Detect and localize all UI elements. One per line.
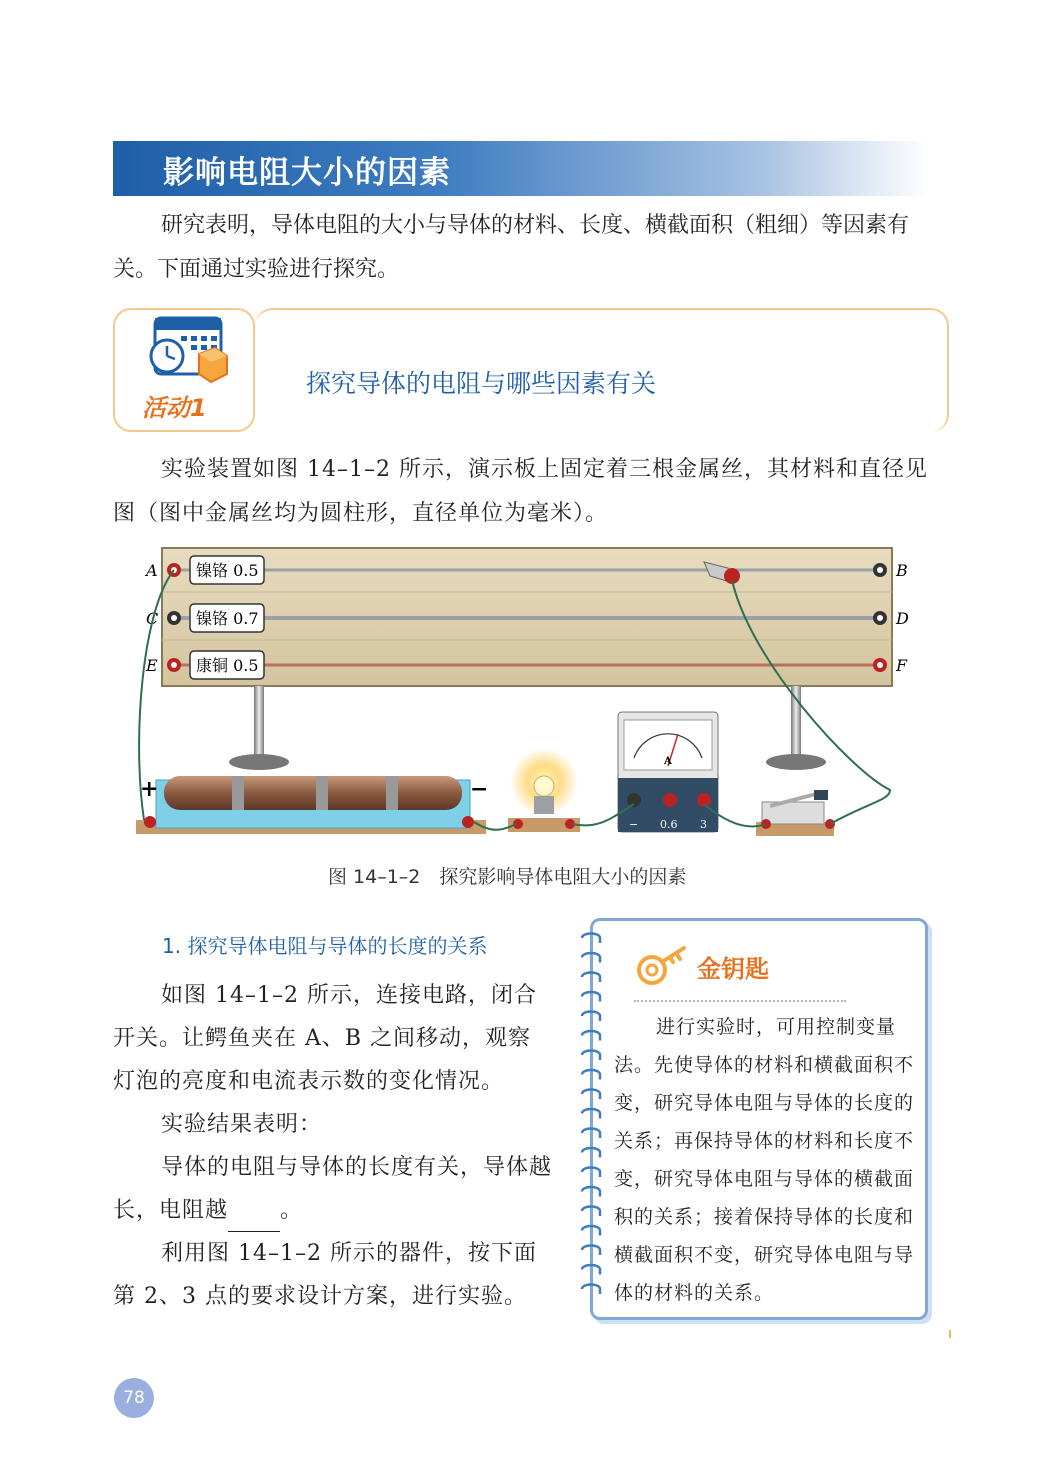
binding-ring xyxy=(582,1129,600,1139)
binding-ring xyxy=(582,1246,600,1256)
intro-text: 研究表明，导体电阻的大小与导体的材料、长度、横截面积（粗细）等因素有关。下面通过实验进行探究。 xyxy=(113,213,910,282)
terminal-d xyxy=(873,611,887,625)
subsection-para-3 xyxy=(113,1146,553,1232)
knife-switch xyxy=(761,790,835,829)
ammeter-terminal-06: 0.6 xyxy=(660,818,678,831)
subsection-para-4 xyxy=(113,1232,553,1318)
section-title: 影响电阻大小的因素 xyxy=(163,155,451,191)
binding-ring xyxy=(582,1070,600,1080)
point-f-label: F xyxy=(896,656,908,675)
binding-ring xyxy=(582,953,600,963)
terminal-c xyxy=(167,611,181,625)
setup-text: 实验装置如图 14–1–2 所示，演示板上固定着三根金属丝，其材料和直径见图（图中金属丝均为圆柱形，直径单位为毫米）。 xyxy=(113,457,928,526)
key-divider xyxy=(634,1000,846,1002)
key-icon xyxy=(636,942,692,988)
key-title: 金钥匙 xyxy=(697,955,769,983)
binding-ring xyxy=(582,1109,600,1119)
ammeter-unit: A xyxy=(664,756,672,767)
wire-label-1: 镍铬 0.5 xyxy=(196,561,259,580)
setup-paragraph xyxy=(113,448,933,536)
page-number: 78 xyxy=(114,1378,154,1418)
binding-ring xyxy=(582,1168,600,1178)
binding-ring xyxy=(582,1051,600,1061)
binding-ring xyxy=(582,1012,600,1022)
terminal-f xyxy=(873,658,887,672)
point-c-label: C xyxy=(146,609,159,628)
activity-title: 探究导体的电阻与哪些因素有关 xyxy=(306,369,657,398)
point-e-label: E xyxy=(146,656,158,675)
binding-ring xyxy=(582,1285,600,1295)
key-text xyxy=(614,1008,916,1312)
ammeter xyxy=(618,712,718,832)
subsection-para-4-text: 利用图 14–1–2 所示的器件，按下面第 2、3 点的要求设计方案，进行实验。 xyxy=(113,1241,537,1309)
binding-ring xyxy=(582,973,600,983)
spiral-binding xyxy=(578,930,608,1310)
binding-ring xyxy=(582,1226,600,1236)
binding-ring xyxy=(582,1207,600,1217)
key-body: 进行实验时，可用控制变量法。先使导体的材料和横截面积不变，研究导体电阻与导体的长度的关系；再保持导体的材料和长度不变，研究导体电阻与导体的横截面积的关系；接着保持导体的长度和横截面积不变，研究导体电阻与导体的材料的关系。 xyxy=(614,1016,915,1304)
subsection-para-2 xyxy=(113,1103,553,1146)
subsection-para-3-end: 。 xyxy=(280,1198,304,1223)
ammeter-terminal-minus: − xyxy=(629,818,639,831)
wire-label-2: 镍铬 0.7 xyxy=(196,609,259,628)
light-bulb xyxy=(510,748,578,829)
page-rule xyxy=(949,1330,951,1338)
stand-right xyxy=(766,754,826,770)
subsection-body xyxy=(113,974,553,1318)
binding-ring xyxy=(582,934,600,944)
point-d-label: D xyxy=(896,609,909,628)
terminal-e xyxy=(167,658,181,672)
calendar-clock-icon xyxy=(141,312,231,384)
binding-ring xyxy=(582,1265,600,1275)
binding-ring xyxy=(582,1187,600,1197)
battery-minus: − xyxy=(470,776,489,802)
binding-ring xyxy=(582,1031,600,1041)
subsection-para-2-text: 实验结果表明： xyxy=(161,1112,323,1137)
point-b-label: B xyxy=(896,561,908,580)
experiment-figure xyxy=(130,540,909,840)
binding-ring xyxy=(582,992,600,1002)
ammeter-terminal-3: 3 xyxy=(700,818,707,831)
activity-label: 活动1 xyxy=(142,394,207,422)
wire-label-3: 康铜 0.5 xyxy=(196,656,259,675)
subsection-para-3-text: 导体的电阻与导体的长度有关，导体越长，电阻越 xyxy=(113,1155,553,1223)
point-a-label: A xyxy=(146,561,158,580)
answer-blank[interactable] xyxy=(228,1203,280,1232)
terminal-b xyxy=(873,563,887,577)
battery-pack xyxy=(144,776,474,828)
binding-ring xyxy=(582,1148,600,1158)
subsection-para-1-text: 如图 14–1–2 所示，连接电路，闭合开关。让鳄鱼夹在 A、B 之间移动，观察灯泡的亮度和电流表示数的变化情况。 xyxy=(113,983,537,1094)
subsection-para-1 xyxy=(113,974,553,1103)
binding-ring xyxy=(582,1090,600,1100)
subsection-heading: 1. 探究导体电阻与导体的长度的关系 xyxy=(162,934,488,958)
intro-paragraph xyxy=(113,204,933,292)
stand-left xyxy=(229,754,289,770)
figure-caption: 图 14–1–2 探究影响导体电阻大小的因素 xyxy=(328,866,687,888)
battery-plus: + xyxy=(140,776,159,802)
